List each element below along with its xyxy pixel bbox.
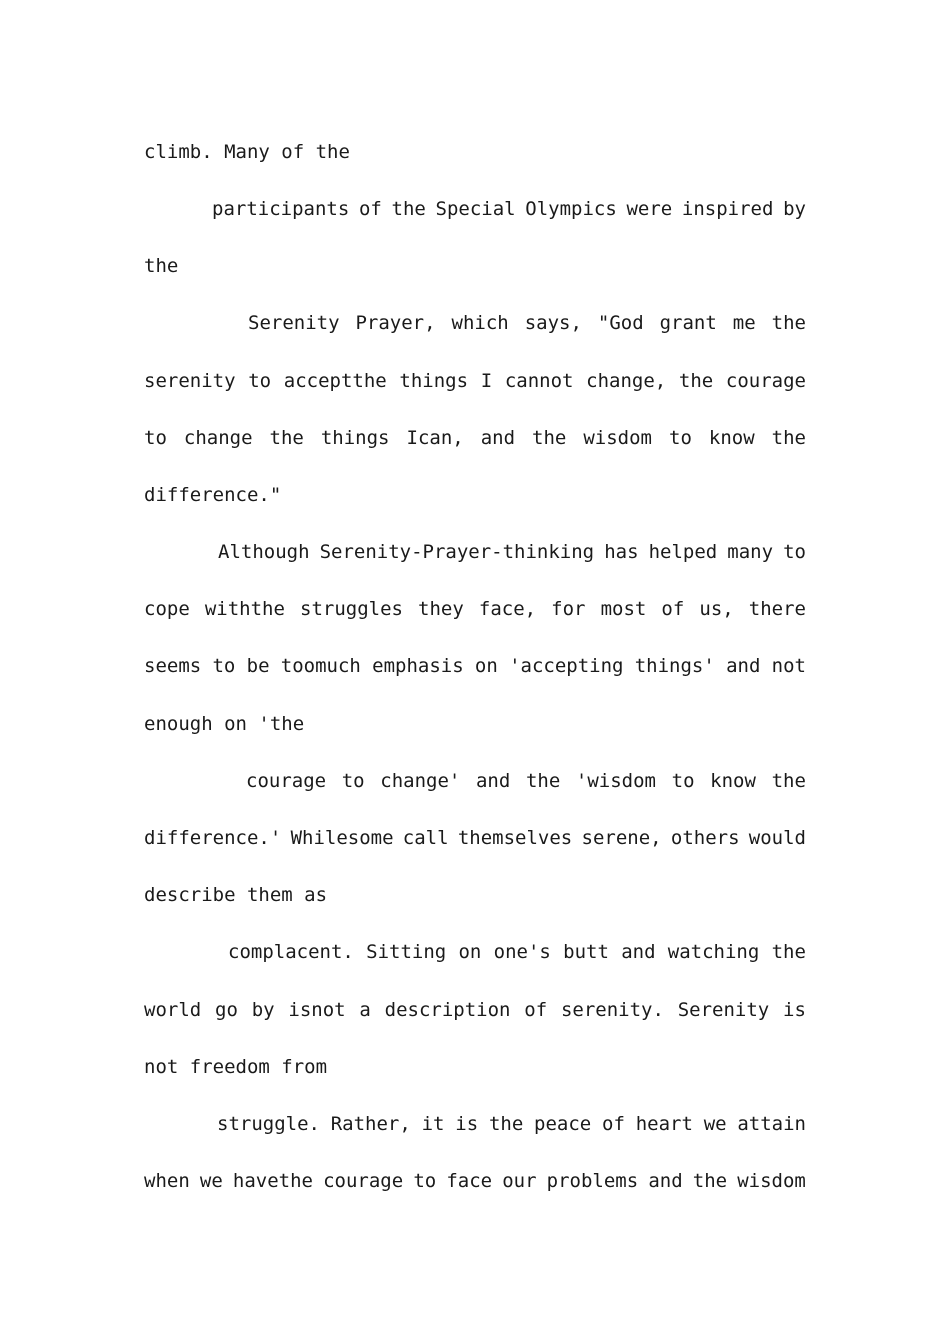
word: the	[488, 1113, 524, 1135]
word: on	[474, 655, 498, 677]
text-line: enough on 'the	[144, 713, 305, 735]
text-line: not freedom from	[144, 1056, 328, 1078]
word: Rather,	[330, 1113, 411, 1135]
text-line	[144, 654, 806, 678]
word: change,	[586, 370, 667, 392]
word: struggles	[300, 598, 403, 620]
word: be	[246, 655, 270, 677]
word: things	[399, 370, 469, 392]
word: says,	[524, 312, 582, 334]
word: Serenity	[248, 312, 340, 334]
word: by	[251, 999, 275, 1021]
word: acceptthe	[283, 370, 387, 392]
text-line	[144, 369, 806, 393]
word: and	[648, 1170, 683, 1192]
word: face,	[478, 598, 537, 620]
word: and	[726, 655, 761, 677]
word: a	[359, 999, 371, 1021]
word: complacent.	[228, 941, 354, 963]
word: withthe	[204, 598, 285, 620]
text-line: climb. Many of the	[144, 141, 350, 163]
word: the	[391, 198, 426, 220]
word: Serenity-Prayer-thinking	[319, 541, 595, 563]
text-line	[144, 998, 806, 1022]
word: the	[532, 427, 567, 449]
word: the	[771, 770, 806, 792]
word: us,	[699, 598, 734, 620]
word: to	[413, 1170, 437, 1192]
word: Although	[218, 541, 310, 563]
word: I	[480, 370, 493, 392]
word: courage	[323, 1170, 404, 1192]
word: to	[783, 541, 806, 563]
word: difference.'	[144, 827, 282, 849]
word: butt	[563, 941, 609, 963]
word: they	[418, 598, 464, 620]
word: "God	[597, 312, 644, 334]
word: me	[732, 312, 756, 334]
word: struggle.	[217, 1113, 320, 1135]
word: Olympics	[525, 198, 617, 220]
word: is	[783, 999, 806, 1021]
word: Sitting	[366, 941, 447, 963]
word: and	[475, 770, 511, 792]
word: things'	[634, 655, 715, 677]
word: Whilesome	[290, 827, 394, 849]
word: call	[402, 827, 449, 849]
word: the	[678, 370, 714, 392]
text-line	[212, 197, 806, 221]
word: know	[708, 427, 755, 449]
word: Special	[435, 198, 516, 220]
word: 'accepting	[509, 655, 624, 677]
word: the	[525, 770, 561, 792]
word: themselves	[457, 827, 573, 849]
text-line	[248, 311, 806, 335]
text-line	[217, 1112, 806, 1136]
word: is	[455, 1113, 479, 1135]
word: serenity	[144, 370, 236, 392]
word: wisdom	[737, 1170, 806, 1192]
word: wisdom	[583, 427, 652, 449]
word: has	[604, 541, 639, 563]
text-line: the	[144, 255, 179, 277]
word: havethe	[232, 1170, 313, 1192]
word: and	[480, 427, 516, 449]
word: courage	[246, 770, 327, 792]
word: change'	[380, 770, 461, 792]
word: heart	[635, 1113, 693, 1135]
word: the	[692, 1170, 728, 1192]
word: toomuch	[280, 655, 361, 677]
word: of	[358, 198, 382, 220]
word: one's	[493, 941, 551, 963]
word: problems	[546, 1170, 639, 1192]
word: change	[183, 427, 253, 449]
word: know	[710, 770, 756, 792]
word: of	[661, 598, 685, 620]
word: to	[669, 427, 692, 449]
word: the	[771, 312, 806, 334]
word: to	[671, 770, 695, 792]
word: isnot	[288, 999, 346, 1021]
text-line: difference."	[144, 484, 282, 506]
word: helped	[648, 541, 718, 563]
word: the	[771, 427, 806, 449]
text-line	[144, 597, 806, 621]
word: to	[144, 427, 167, 449]
word: Prayer,	[355, 312, 436, 334]
word: to	[248, 370, 272, 392]
word: Serenity	[677, 999, 770, 1021]
word: grant	[659, 312, 717, 334]
word: courage	[725, 370, 806, 392]
word: to	[341, 770, 365, 792]
text-line	[144, 1169, 806, 1193]
word: were	[626, 198, 673, 220]
word: serenity.	[560, 999, 664, 1021]
word: many	[727, 541, 774, 563]
word: not	[771, 655, 806, 677]
word: would	[748, 827, 806, 849]
word: by	[783, 198, 806, 220]
word: face	[446, 1170, 493, 1192]
word: others	[670, 827, 740, 849]
text-line	[144, 826, 806, 850]
word: we	[703, 1113, 727, 1135]
word: cope	[144, 598, 190, 620]
word: go	[215, 999, 238, 1021]
word: for	[551, 598, 586, 620]
word: inspired	[681, 198, 774, 220]
word: to	[212, 655, 236, 677]
text-line	[246, 769, 806, 793]
word: it	[421, 1113, 445, 1135]
word: description	[384, 999, 511, 1021]
word: Ican,	[406, 427, 464, 449]
word: world	[144, 999, 202, 1021]
word: most	[600, 598, 647, 620]
text-line	[228, 940, 806, 964]
word: the	[269, 427, 304, 449]
text-line	[218, 540, 806, 564]
word: peace	[534, 1113, 592, 1135]
word: there	[748, 598, 806, 620]
word: when	[144, 1170, 190, 1192]
word: of	[524, 999, 548, 1021]
word: of	[602, 1113, 625, 1135]
word: attain	[737, 1113, 806, 1135]
word: which	[451, 312, 509, 334]
word: watching	[667, 941, 760, 963]
word: seems	[144, 655, 202, 677]
text-line	[144, 426, 806, 450]
word: and	[621, 941, 656, 963]
word: emphasis	[372, 655, 464, 677]
word: 'wisdom	[575, 770, 656, 792]
word: cannot	[504, 370, 574, 392]
word: on	[458, 941, 482, 963]
word: participants	[212, 198, 350, 220]
word: serene,	[581, 827, 662, 849]
word: the	[771, 941, 806, 963]
word: our	[502, 1170, 537, 1192]
text-line: describe them as	[144, 884, 328, 906]
word: things	[320, 427, 390, 449]
word: we	[199, 1170, 223, 1192]
